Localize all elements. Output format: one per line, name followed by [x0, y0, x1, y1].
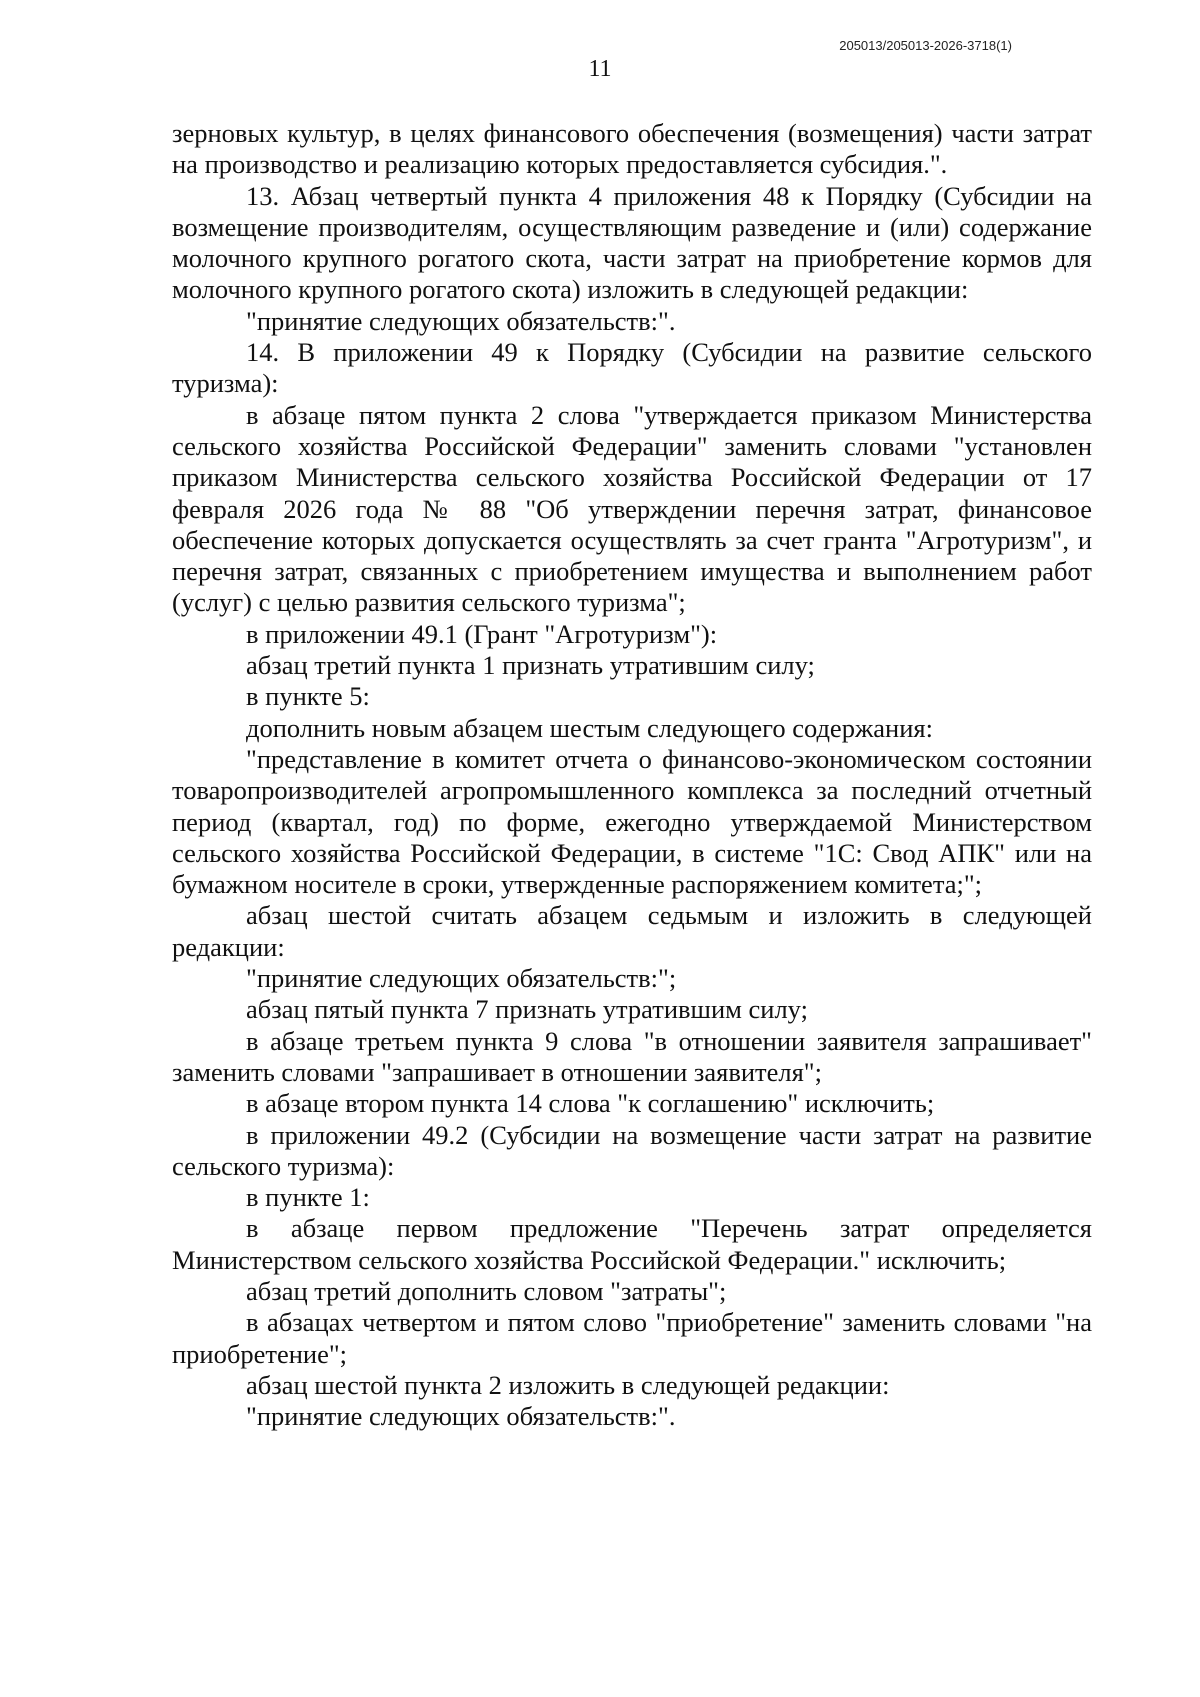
paragraph: "принятие следующих обязательств:". [246, 305, 676, 336]
paragraph: зерновых культур, в целях финансового обеспечения (возмещения) части затрат на производство и реализацию которых предоставляется субсидия.". [172, 118, 1092, 180]
paragraph: "представление в комитет отчета о финансово-экономическом состоянии товаропроизводителей агропромышленного комплекса за последний отчетный период (квартал, год) по форме, ежегодно утверждаемой Министерством сельского хозяйства Российской Федерации, в системе "1С: Свод АПК" или на бумажном носителе в сроки, утвержденные распоряжением комитета;"; [172, 743, 1092, 900]
paragraph: абзац шестой считать абзацем седьмым и изложить в следующей редакции: [172, 900, 1092, 962]
paragraph: в пункте 1: [246, 1182, 370, 1213]
paragraph: абзац третий пункта 1 признать утратившим силу; [246, 650, 815, 681]
paragraph: 13. Абзац четвертый пункта 4 приложения 48 к Порядку (Субсидии на возмещение производителям, осуществляющим разведение и (или) содержание молочного крупного рогатого скота, части затрат на приобретение кормов для молочного крупного рогатого скота) изложить в следующей редакции: [172, 180, 1092, 305]
paragraph: "принятие следующих обязательств:". [246, 1401, 676, 1432]
paragraph: в абзаце первом предложение "Перечень затрат определяется Министерством сельского хозяйства Российской Федерации." исключить; [172, 1213, 1092, 1275]
paragraph: абзац пятый пункта 7 признать утратившим силу; [246, 994, 808, 1025]
paragraph: 14. В приложении 49 к Порядку (Субсидии на развитие сельского туризма): [172, 337, 1092, 399]
paragraph: абзац третий дополнить словом "затраты"; [246, 1275, 727, 1306]
paragraph: в пункте 5: [246, 681, 370, 712]
paragraph: в абзаце пятом пункта 2 слова "утверждается приказом Министерства сельского хозяйства Российской Федерации" заменить словами "установлен приказом Министерства сельского хозяйства Российской Федерации от 17 февраля 2026 года № 88 "Об утверждении перечня затрат, финансовое обеспечение которых допускается осуществлять за счет гранта "Агротуризм", и перечня затрат, связанных с приобретением имущества и выполнением работ (услуг) с целью развития сельского туризма"; [172, 399, 1092, 618]
document-id: 205013/205013-2026-3718(1) [839, 38, 1012, 53]
paragraph: абзац шестой пункта 2 изложить в следующей редакции: [246, 1369, 890, 1400]
paragraph: в абзаце втором пункта 14 слова "к соглашению" исключить; [246, 1088, 935, 1119]
paragraph: в абзацах четвертом и пятом слово "приобретение" заменить словами "на приобретение"; [172, 1307, 1092, 1369]
document-body [172, 118, 1092, 1432]
paragraph: дополнить новым абзацем шестым следующего содержания: [246, 712, 933, 743]
paragraph: в приложении 49.1 (Грант "Агротуризм"): [246, 618, 718, 649]
paragraph: "принятие следующих обязательств:"; [246, 963, 677, 994]
paragraph: в приложении 49.2 (Субсидии на возмещение части затрат на развитие сельского туризма): [172, 1119, 1092, 1181]
paragraph: в абзаце третьем пункта 9 слова "в отношении заявителя запрашивает" заменить словами "запрашивает в отношении заявителя"; [172, 1025, 1092, 1087]
page-number: 11 [588, 56, 612, 82]
